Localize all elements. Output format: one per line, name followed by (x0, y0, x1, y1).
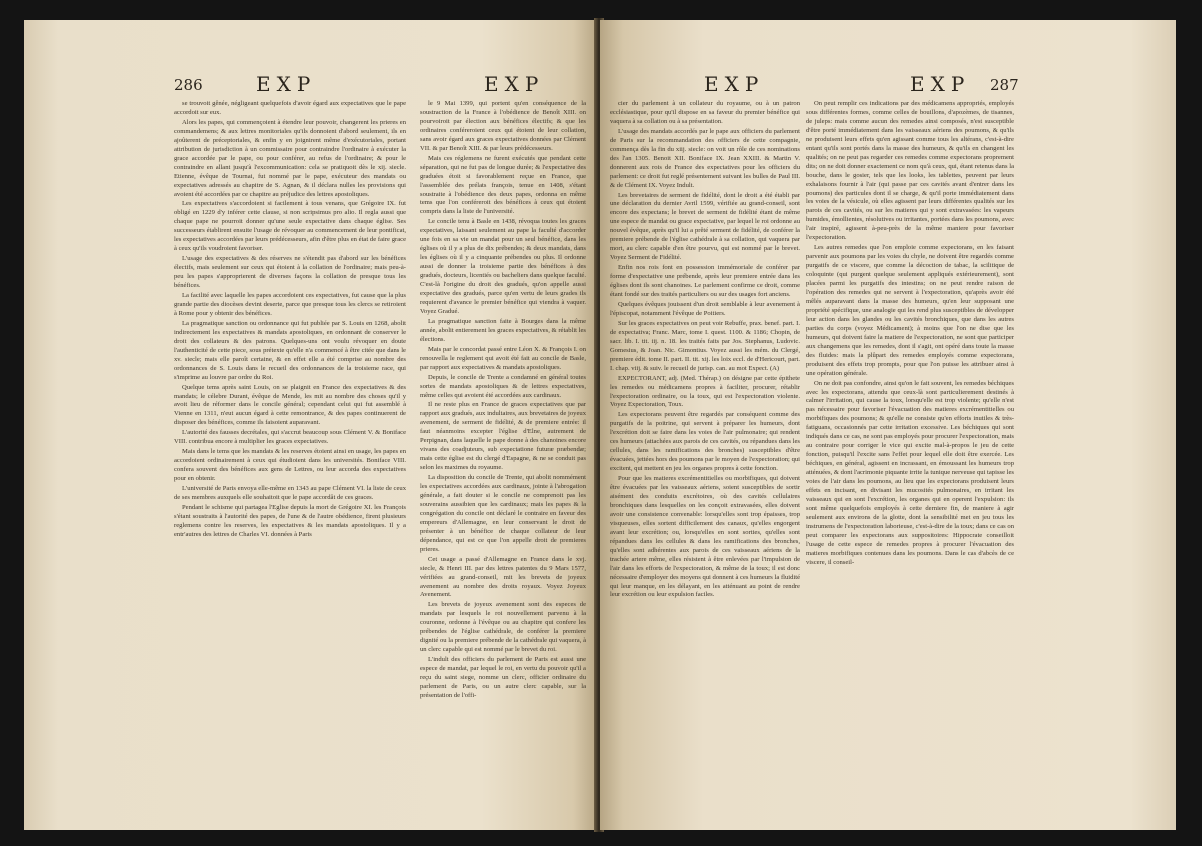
running-head-right: EXP (910, 72, 971, 96)
left-page (24, 20, 596, 830)
paragraph: Les brevets de joyeux avenement sont des especes de mandats par lesquels le roi nouvellement parvenu à la couronne, ordonne à l'évêque ou au chapitre qui confere les prébendes de l'église cathédrale, de conférer la premiere dignité ou la premiere prébende de la cathédrale qui vaquera, à un clerc capable qui est nommé par le brevet du roi. (420, 601, 586, 654)
running-head-left: EXP (256, 72, 317, 96)
paragraph: Les autres remedes que l'on emploie comme expectorans, en les faisant parvenir aux poumons par les voies du chyle, ne doivent être regardés comme purgatifs de ce viscere, que comme la décoction de tabac, la scilitique de coloquinte (qui purgent quelque seulement appliqués extérieurement), sont placées parmi les purgatifs des intestins; on ne peut rendre raison de l'opération des remedes qui ne servent à l'expectoration, qu'après avoir été mêlés auparavant dans la masse des humeurs, qu'en leur supposant une propriété spécifique, une analogie qui les rend plus susceptibles de développer leur action dans les glandes ou les cavités bronchiques, que dans les autres parties du corps (voyez Médicament); à moins que l'on ne dise que les humeurs, qui doivent faire la matiere de l'expectoration, ne sont que participer aux changemens que les remedes, dont il s'agit, ont opéré dans toute la masse des fluides: mais la plûpart des remedes employés comme expectorans, produisent des effets trop prompts, pour que l'on puisse les attribuer ainsi à une opération générale. (806, 244, 1014, 377)
paragraph: L'usage des mandats accordés par le pape aux officiers du parlement de Paris sur la recommandation des officiers de cette compagnie, commença dès la fin du xiij. siecle: on voit un rôle de ces nominations des l'an 1305. Benoit XII. Boniface IX. Jean XXIII. & Martin V. donnerent aux rois de France des expectatives pour les officiers du parlement: ce droit fut reglé présentement suivant les bulles de Paul III. & de Clément IX. Voyez Indult. (610, 127, 800, 189)
right-page (600, 20, 1176, 830)
running-head-right: EXP (484, 72, 545, 96)
text-column-1 (174, 100, 406, 818)
paragraph: Depuis, le concile de Trente a condamné en général toutes sortes de mandats apostoliques & de lettres expectatives, même celles qui avoient été accordées aux cardinaux. (420, 373, 586, 399)
paragraph: On peut remplir ces indications par des médicamens appropriés, employés sous différentes formes, comme celles de bouillons, d'apozèmes, de tisannes, de juleps: mais comme aucun des remedes ainsi composés, n'est susceptible d'être porté immédiatement dans les vaisseaux aériens des poumons, & qu'ils ne produisent leurs effets qu'en agissant comme tous les altérans, c'est-à-dire entant qu'ils sont portés dans la masse des humeurs, & qu'ils en changent les qualités; on ne peut pas regarder ces remedes comme expectorans proprement dits; on ne doit donner exactement ce nom qu'à ceux, qui, étant retenus dans la bouche, dans le gosier, tels que les looks, les tablettes, peuvent par leurs exhalaisons fournir à l'air (qui passe par ces cavités avant d'entrer dans les poumons) des particules dont il se charge, & qu'il porte immédiatement dans les voies de la vésicule, où elles agissent par leurs différentes qualités sur les parois de ces cavités, ou sur les matieres qui y sont extravasées: les vapeurs humides, émollientes, résolutives ou irritantes, portées dans les poumons, avec l'air inspiré, agissent à-peu-près de la même maniere pour favoriser l'expectoration. (806, 100, 1014, 242)
paragraph: L'université de Paris envoya elle-même en 1343 au pape Clément VI. la liste de ceux de ses membres auxquels elle souhaitoit que le pape accordât de ces graces. (174, 485, 406, 501)
paragraph: Quelques évêques jouissent d'un droit semblable à leur avenement à l'épiscopat, notamment l'évêque de Poitiers. (610, 300, 800, 317)
paragraph: L'autorité des fausses decrétales, qui s'accrut beaucoup sous Clément V. & Boniface VIII. contribua encore à multiplier les graces expectatives. (174, 429, 406, 446)
paragraph: La pragmatique sanction faite à Bourges dans la même année, abolit entierement les graces expectatives, & rétablit les élections. (420, 317, 586, 343)
paragraph: La pragmatique sanction ou ordonnance qui fut publiée par S. Louis en 1268, abolit indirectement les expectatives & mandats apostoliques, en ordonnant de conserver le droit des collateurs & des patrons. Quelques-uns ont voulu révoquer en doute l'authenticité de cette piece, sous prétexte qu'elle n'a commencé à être citée que dans le xv. siecle; mais elle paroît certaine, & en effet elle a été comprise au nombre des ordonnances de S. Louis dans le recueil des ordonnances de la troisieme race, qui s'imprime au louvre par ordre du Roi. (174, 319, 406, 381)
text-column-2 (806, 100, 1014, 818)
paragraph: L'usage des expectatives & des réserves ne s'étendit pas d'abord sur les bénéfices électifs, mais seulement sur ceux qui étoient à la collation de l'ordinaire; mais peu-à-peu les papes s'approprierent de diverses façons la collation de presque tous les bénéfices. (174, 255, 406, 290)
running-head-left: EXP (704, 72, 765, 96)
paragraph: Pendant le schisme qui partagea l'Eglise depuis la mort de Grégoire XI. les François s'étant soustraits à l'autorité des papes, de l'une & de l'autre obédience, firent plusieurs reglemens contre les reserves, les expectatives & les mandats apostoliques. Il y a entr'autres des lettres de Charles VI. données à Paris (174, 503, 406, 538)
page-number: 286 (174, 76, 203, 94)
paragraph: le 9 Mai 1399, qui portent qu'en conséquence de la soustraction de la France à l'obédience de Benoît XIII. on pourvoiroit par élection aux bénéfices électifs; & que les ordinaires conféreroient ceux qui étoient de leur collation, sans avoir égard aux graces expectatives données par Clément VII. & par Benoît XIII. & par leurs prédécesseurs. (420, 100, 586, 152)
paragraph: se trouvoit gênée, négligeant quelquefois d'avoir égard aux expectatives que le pape accordoit sur eux. (174, 100, 406, 116)
paragraph: Quelque tems après saint Louis, on se plaignit en France des expectatives & des mandats; le célebre Durant, évêque de Mende, les mit au nombre des choses qu'il y avoit lieu de réformer dans le concile général; cependant celui qui fut assemblé à Vienne en 1311, n'eut aucun égard à cette remontrance, & des papes continuerent de disposer des bénéfices, comme ils faisoient auparavant. (174, 383, 406, 427)
paragraph: La facilité avec laquelle les papes accordoient ces expectatives, fut cause que la plus grande partie des diocèses devint deserte, parce que presque tous les clercs se retiroient à Rome pour y obtenir des bénéfices. (174, 292, 406, 317)
paragraph: Mais par le concordat passé entre Léon X. & François I. on renouvella le reglement qui avoit été fait au concile de Basle, par rapport aux expectatives & mandats apostoliques. (420, 345, 586, 371)
paragraph: Le concile tenu à Basle en 1438, révoqua toutes les graces expectatives, laissant seulement au pape la faculté d'accorder une fois en sa vie un mandat pour un seul bénéfice, dans les églises où il y a plus de dix prébendes; & deux mandats, dans les églises où il y a cinquante prébendes ou plus. Il ordonne aussi de donner la troisieme partie des bénéfices à des gradués, docteurs, licentiés ou bacheliers dans quelque faculté. C'est-là l'origine du droit des gradués, qu'on appelle aussi expectative des gradués, parce qu'en vertu de leurs grades ils requierent d'avance le premier bénéfice qui viendra à vaquer. Voyez Gradué. (420, 218, 586, 315)
paragraph: Enfin nos rois font en possession immémoriale de conférer par forme d'expectative une prébende, après leur premiere entrée dans les églises dont ils sont chanoines. Le parlement confirme ce droit, comme étant fondé sur des traités particuliers ou sur des usages fort anciens. (610, 264, 800, 299)
text-column-2 (420, 100, 586, 818)
paragraph: Les expectorans peuvent être regardés par conséquent comme des purgatifs de la poitrine, qui servent à préparer les humeurs, dont l'excrétion doit se faire dans les voies de l'air pulmonaire; qui rendent ces humeurs (attachées aux parois de ces cavités, ou répandues dans les cellules, dans les ramifications des bronches) susceptibles d'être évacuées, jettées hors des poumons par le moyen de l'expectoration; qui excitent, qui mettent en jeu les organes propres à cette fonction. (610, 411, 800, 473)
paragraph: Les brevetaires de serment de fidélité, dont le droit a été établi par une déclaration du dernier Avril 1599, vérifiée au grand-conseil, sont encore des expectans; le brevet de serment de fidélité étant de même une espece de mandat ou grace expectative, par lequel le roi ordonne au nouvel évêque, après qu'il lui a prêté serment de fidélité, de conférer la premiere prébende de l'église cathédrale à sa collation, qui vaquera par mort, au clerc capable d'en être pourvu, qui est nommé par le brevet. Voyez Serment de Fidélité. (610, 191, 800, 262)
paragraph: cier du parlement à un collateur du royaume, ou à un patron ecclésiastique, pour qu'il dispose en sa faveur du premier bénéfice qui vaquera à sa collation ou à sa présentation. (610, 100, 800, 125)
paragraph: Mais ces réglemens ne furent exécutés que pendant cette séparation, qui ne fut pas de longue durée; & l'expectative des graduées étoit si favorablement reçue en France, que l'assemblée des prélats françois, tenue en 1408, s'étant soustraite à l'obédience des deux papes, ordonna en même tems que l'on conféreroit des bénéfices à ceux qui étoient compris dans la liste de l'université. (420, 154, 586, 216)
paragraph: Pour que les matieres excrémentitielles ou morbifiques, qui doivent être évacuées par les vaisseaux aériens, soient susceptibles de sortir aisément des conduits excrétoires, où des cavités cellulaires bronchiques dans lesquelles on les conçoit extravasées, elles doivent avoir une consistence convenable: lorsqu'elles sont trop épaisses, trop visqueuses, elles sortent difficilement des canaux, qu'elles engorgent avant leur excrétion; ou, lorsqu'elles en sont sorties, qu'elles sont répandues dans les cellules & dans les ramifications des bronches, qu'elles sont adhérentes aux parois de ces vaisseaux aériens de la trachée artere même, elles résistent à être enlevées par l'impulsion de l'air dans les efforts de l'expectoration, & même de la toux; il est donc nécessaire d'employer des moyens qui donnent à ces humeurs la fluidité qui leur manque, en les délayant, en les atténuant au point de rendre leur excrétion ou leur expulsion faciles. (610, 475, 800, 599)
paragraph: Les expectatives s'accordoient si facilement à tous venans, que Grégoire IX. fut obligé en 1229 d'y inférer cette clause, si non scripsimus pro alio. Il regla aussi que chaque pape ne pourroit donner qu'une seule expectative dans chaque église. Ses successeurs établirent ensuite l'usage de révoquer au commencement de leur pontificat, les expectatives accordées par leurs prédécesseurs, afin d'être plus en état de faire grace à ceux qu'ils voudroient favoriser. (174, 200, 406, 253)
paragraph: On ne doit pas confondre, ainsi qu'on le fait souvent, les remedes béchiques avec les expectorans, attendu que ceux-là sont particulierement destinés à calmer l'irritation, qui cause la toux, lorsqu'elle est trop violente; qu'elle n'est pas nécessaire pour favoriser l'évacuation des matieres excrémentitielles ou morbifiques des poumons; & qu'elle ne consiste qu'en efforts inutiles & très-fatiguans, occasionnés par cette irritation excessive. Les béchiques qui sont indiqués dans ce cas, ne sont pas employés pour procurer l'expectoration, mais au contraire pour corriger le vice qui excite mal-à-propos le jeu de cette fonction, puisqu'il l'excite sans l'effet pour lequel elle doit être exercée. Les béchiques, en général, agissent en incrassant, en émoussant les humeurs trop atténuées, & dont l'acrimonie piquante irrite la tunique nerveuse qui tapisse les voies de l'air dans les poumons, au lieu que les expectorans produisent leurs effets en incisant, en divisant les mucosités pulmonaires, en irritant les vaisseaux qui en sont l'excrétion, les organes qui en operent l'expulsion: ils sont même quelquefois employés à cette derniere fin, de maniere à agir seulement aux environs de la glotte, dont la sensibilité met en jeu tous les instrumens de l'expectoration laborieuse, c'est-à-dire de la toux; dans ce cas on peut comparer les expectorans aux suppositoires: Hippocrate conseilloit l'usage de cette espece de remedes propres à procurer l'évacuation des matieres morbifiques contenues dans les poumons. Dans le cas d'abcès de ce viscere, il conseil- (806, 379, 1014, 566)
paragraph: Sur les graces expectatives on peut voir Rebuffe, prax. benef. part. I. de expectativa; Franc. Marc, tome I. quest. 1100. & 1186; Chopin, de sacr. lib. I. tit. iij. n. 18. les traités faits par Jos. Stephanus, Ludovic. Gomesius, & Joan. Nic. Gimontius. Voyez aussi les mém. du Clergé, premiere édit. tome II. part. II. tit. xij. les loix eccl. de d'Hericourt, part. I. chap. viij. & suiv. le recueil de jurisp. can. au mot Expect. (A) (610, 319, 800, 372)
paragraph: Alors les papes, qui commençoient à étendre leur pouvoir, changerent les prieres en commandemens; & aux lettres monitoriales qu'ils donnoient d'abord seulement, ils en ajoûterent de préceptoriales, & enfin y en joignirent même d'exécutoriales, portant attribution de jurisdiction à un commissaire pour contraindre l'ordinaire à exécuter la grace accordée par le pape, ou pour conférer, au refus de l'ordinaire; & pour le contraindre en allant jusqu'à l'excommunication: cela se pratiquoit dès le xij. siecle. Etienne, évêque de Tournai, fut nommé par le pape, exécuteur des mandats ou expectatives adressés au chapitre de S. Agnan, & il déclara nulles les provisions qui avoient été accordées par ce chapitre au préjudice des lettres apostoliques. (174, 118, 406, 198)
paragraph: L'indult des officiers du parlement de Paris est aussi une espece de mandat, par lequel le roi, en vertu du pouvoir qu'il a reçu du saint siege, nomme un clerc, officier ordinaire du parlement de Paris, ou un autre clerc capable, sur la présentation de l'offi- (420, 656, 586, 699)
paragraph: Cet usage a passé d'Allemagne en France dans le xvj. siecle, & Henri III. par des lettres patentes du 9 Mars 1577, vérifiées au grand-conseil, mit les brevets de joyeux avenement au nombre des droits royaux. Voyez Joyeux Avenement. (420, 555, 586, 599)
page-number: 287 (990, 76, 1019, 94)
paragraph: La disposition du concile de Trente, qui abolit nommément les expectatives accordées aux cardinaux, jointe à l'abrogation générale, a fait douter si le concile ne comprenoit pas les souverains aussibien que les cardinaux; mais les papes & la congrégation du concile ont déclaré le contraire en faveur des empereurs d'Allemagne, en leur conservant le droit de présenter à un bénéfice de chaque collateur de leur dépendance, qui est ce que l'on appelle droit de premieres prieres. (420, 474, 586, 553)
text-column-1 (610, 100, 800, 818)
paragraph: Mais dans le tems que les mandats & les reserves étoient ainsi en usage, les papes en accordoient ordinairement à ceux qui étudioient dans les universités. Boniface VIII. confera souvent des bénéfices aux gens de Lettres, ou leur accorda des expectatives pour en obtenir. (174, 448, 406, 483)
paragraph: EXPECTORANT, adj. (Med. Thérap.) on désigne par cette épithete les remedes ou médicamens propres à faciliter, procurer, rétablir l'expectoration ordinaire, ou la toux, qui est l'expectoration violente. Voyez Expectoration, Toux. (610, 374, 800, 409)
paragraph: Il ne reste plus en France de graces expectatives que par rapport aux gradués, aux indultaires, aux brevetaires de joyeux avenement, de serment de fidélité, & de premiere entrée: il faut néanmoins excepter l'église d'Elne, autrement de Perpignan, dans laquelle le pape donne à des chanoines encore vivans des coadjuteurs, sub expectatione futuræ præbendæ; mais cette église est du clergé d'Espagne, & ne se conduit pas selon les maximes du royaume. (420, 401, 586, 472)
